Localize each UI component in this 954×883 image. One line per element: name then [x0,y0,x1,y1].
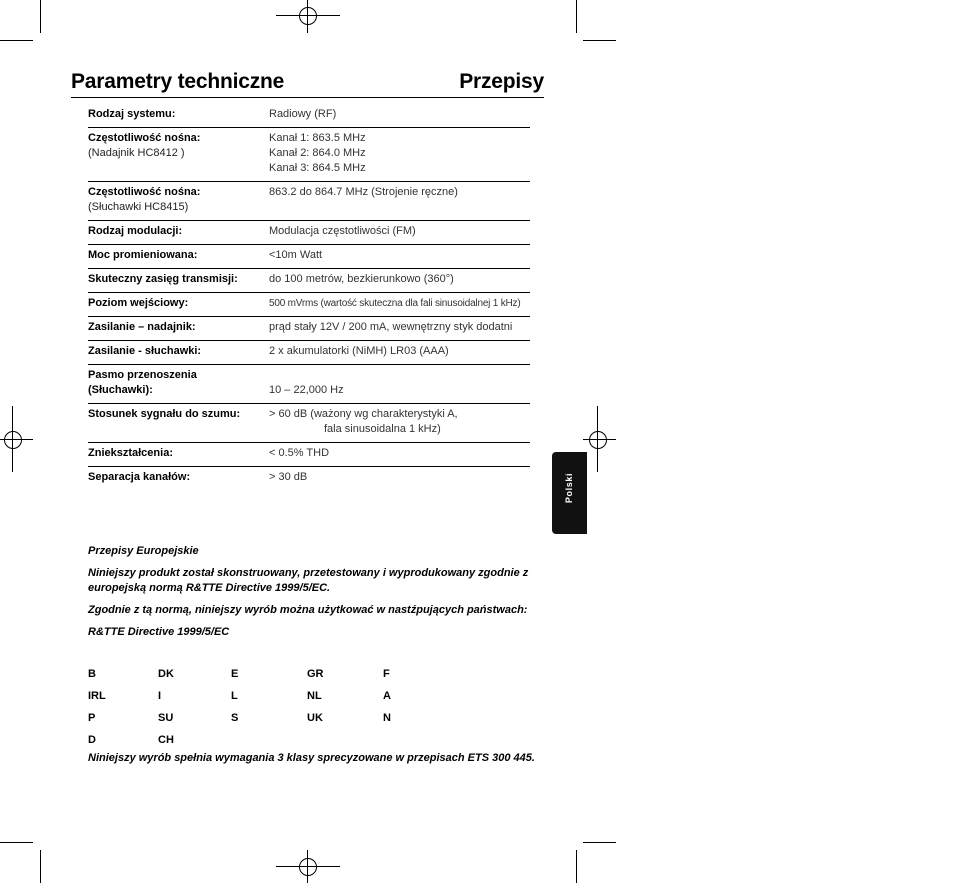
language-tab-label: Polski [564,472,574,504]
country-code: CH [158,734,174,746]
crop-mark [40,850,41,883]
crop-mark [576,850,577,883]
spec-value: Kanał 1: 863.5 MHz [269,132,366,144]
spec-value: Modulacja częstotliwości (FM) [269,225,416,237]
spec-label: Skuteczny zasięg transmisji: [88,273,238,285]
country-row [88,663,423,685]
spec-value: 2 x akumulatorki (NiMH) LR03 (AAA) [269,345,449,357]
country-code: P [88,712,96,724]
spec-label: Zasilanie - słuchawki: [88,345,202,357]
spec-label: Pasmo przenoszenia [88,369,197,381]
page-title-right: Przepisy [459,70,544,93]
country-row [88,729,423,751]
spec-row [88,443,530,467]
spec-value: prąd stały 12V / 200 mA, wewnętrzny styk dodatni [269,321,513,333]
spec-label: Rodzaj systemu: [88,108,176,120]
regulations-paragraph: Niniejszy produkt został skonstruowany, przetestowany i wyprodukowany zgodnie z europejską normą R&TTE Directive 1999/5/EC. [88,567,529,594]
country-code: IRL [88,690,106,702]
crop-mark [40,0,41,33]
country-code: F [383,668,390,680]
spec-value: 500 mVrms (wartość skuteczna dla fali sinusoidalnej 1 kHz) [269,298,521,309]
regulations-section [88,544,548,647]
country-code: I [158,690,162,702]
page-title-left: Parametry techniczne [71,70,285,93]
spec-value: Kanał 2: 864.0 MHz [269,147,366,159]
spec-label: Zasilanie – nadajnik: [88,321,196,333]
country-code: B [88,668,96,680]
spec-label: Separacja kanałów: [88,471,191,483]
compliance-note: Niniejszy wyrób spełnia wymagania 3 klasy sprecyzowane w przepisach ETS 300 445. [88,752,535,764]
country-code: E [231,668,239,680]
spec-table [88,104,530,490]
spec-label: Rodzaj modulacji: [88,225,183,237]
spec-value: fala sinusoidalna 1 kHz) [324,423,441,435]
regulations-heading: Przepisy Europejskie [88,545,199,557]
title-divider [71,97,544,98]
country-row [88,685,423,707]
spec-value: > 30 dB [269,471,308,483]
spec-value: 10 – 22,000 Hz [269,384,344,396]
spec-label: Stosunek sygnału do szumu: [88,408,241,420]
spec-label: (Słuchawki): [88,384,153,396]
country-code: L [231,690,238,702]
spec-row [88,365,530,404]
spec-label: Poziom wejściowy: [88,297,189,309]
spec-sublabel: (Nadajnik HC8412 ) [88,147,185,159]
country-code: SU [158,712,174,724]
spec-label: Zniekształcenia: [88,447,173,459]
crop-mark [583,40,616,41]
country-code: D [88,734,96,746]
spec-row [88,341,530,365]
spec-row [88,293,530,317]
spec-value: > 60 dB (ważony wg charakterystyki A, [269,408,458,420]
crop-mark [0,842,33,843]
country-code: S [231,712,239,724]
spec-row [88,104,530,128]
country-row [88,707,423,729]
spec-row [88,245,530,269]
spec-row [88,404,530,443]
country-code: GR [307,668,324,680]
country-list [88,663,423,751]
spec-sublabel: (Słuchawki HC8415) [88,201,189,213]
spec-value: do 100 metrów, bezkierunkowo (360°) [269,273,454,285]
spec-label: Częstotliwość nośna: [88,132,201,144]
crop-mark [583,842,616,843]
directive-label: R&TTE Directive 1999/5/EC [88,626,230,638]
spec-label: Częstotliwość nośna: [88,186,201,198]
country-code: A [383,690,391,702]
crop-mark [0,40,33,41]
spec-row [88,182,530,221]
spec-row [88,221,530,245]
spec-value: Radiowy (RF) [269,108,337,120]
country-code: NL [307,690,322,702]
regulations-paragraph: Zgodnie z tą normą, niniejszy wyrób można użytkować w nastźpujących państwach: [88,604,528,616]
crop-mark [576,0,577,33]
spec-value: < 0.5% THD [269,447,330,459]
spec-value: Kanał 3: 864.5 MHz [269,162,366,174]
spec-value: 863.2 do 864.7 MHz (Strojenie ręczne) [269,186,458,198]
spec-row [88,128,530,182]
spec-row [88,269,530,293]
spec-value: <10m Watt [269,249,323,261]
spec-label: Moc promieniowana: [88,249,198,261]
country-code: UK [307,712,323,724]
country-code: N [383,712,391,724]
spec-row [88,317,530,341]
spec-row [88,467,530,490]
country-code: DK [158,668,174,680]
